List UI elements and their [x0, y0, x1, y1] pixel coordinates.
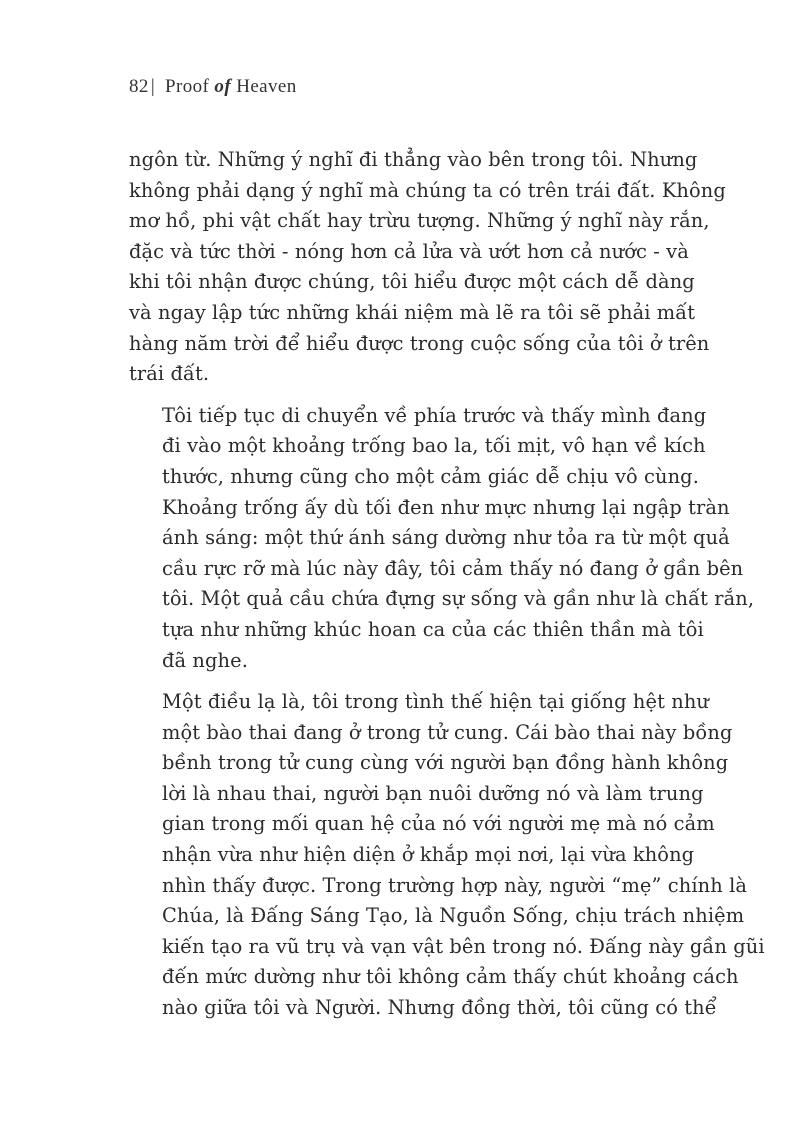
text-line: không phải dạng ý nghĩ mà chúng ta có trên trái đất. Không: [129, 178, 726, 202]
text-line: kiến tạo ra vũ trụ và vạn vật bên trong nó. Đấng này gần gũi: [162, 934, 765, 958]
text-line: hàng năm trời để hiểu được trong cuộc sống của tôi ở trên: [129, 331, 710, 355]
text-line: Một điều lạ là, tôi trong tình thế hiện tại giống hệt như: [162, 690, 709, 714]
paragraph-2: [129, 401, 755, 676]
text-line: trái đất.: [129, 362, 210, 386]
paragraph-1: [129, 145, 726, 390]
text-line: cầu rực rỡ mà lúc này đây, tôi cảm thấy nó đang ở gần bên: [162, 556, 744, 580]
text-line: đi vào một khoảng trống bao la, tối mịt, vô hạn về kích: [162, 434, 706, 458]
body-text: [129, 145, 765, 1024]
text-line: một bào thai đang ở trong tử cung. Cái bào thai này bồng: [162, 720, 733, 744]
text-line: đặc và tức thời - nóng hơn cả lửa và ướt hơn cả nước - và: [129, 239, 689, 263]
text-line: nào giữa tôi và Người. Nhưng đồng thời, tôi cũng có thể: [162, 996, 717, 1020]
text-line: gian trong mối quan hệ của nó với người mẹ mà nó cảm: [162, 812, 715, 836]
book-title-part-1: Proof: [165, 76, 210, 97]
text-line: Khoảng trống ấy dù tối đen như mực nhưng lại ngập tràn: [162, 495, 730, 519]
text-line: ngôn từ. Những ý nghĩ đi thẳng vào bên trong tôi. Nhưng: [129, 148, 698, 171]
text-line: lời là nhau thai, người bạn nuôi dưỡng nó và làm trung: [162, 781, 704, 805]
book-title-of: of: [214, 76, 232, 97]
text-line: đến mức dường như tôi không cảm thấy chút khoảng cách: [162, 965, 739, 989]
text-line: Chúa, là Đấng Sáng Tạo, là Nguồn Sống, chịu trách nhiệm: [162, 904, 745, 928]
text-line: bềnh trong tử cung cùng với người bạn đồng hành không: [162, 751, 729, 775]
header-separator: |: [150, 76, 156, 97]
text-line: ánh sáng: một thứ ánh sáng dường như tỏa ra từ một quả: [162, 526, 730, 550]
text-line: nhìn thấy được. Trong trường hợp này, người “mẹ” chính là: [162, 873, 748, 897]
text-line: và ngay lập tức những khái niệm mà lẽ ra tôi sẽ phải mất: [129, 300, 696, 324]
paragraph-3: [129, 687, 765, 1024]
text-line: khi tôi nhận được chúng, tôi hiểu được một cách dễ dàng: [129, 270, 695, 294]
running-header: [129, 76, 297, 98]
text-line: mơ hồ, phi vật chất hay trừu tượng. Những ý nghĩ này rắn,: [129, 209, 710, 233]
page-number: 82: [129, 76, 149, 97]
text-line: nhận vừa như hiện diện ở khắp mọi nơi, lại vừa không: [162, 843, 695, 867]
text-line: thước, nhưng cũng cho một cảm giác dễ chịu vô cùng.: [162, 464, 699, 488]
text-line: tựa như những khúc hoan ca của các thiên thần mà tôi: [162, 617, 704, 641]
text-line: tôi. Một quả cầu chứa đựng sự sống và gần như là chất rắn,: [162, 587, 755, 611]
book-title-part-2: Heaven: [236, 76, 297, 97]
text-line: đã nghe.: [162, 648, 248, 672]
text-line: Tôi tiếp tục di chuyển về phía trước và thấy mình đang: [162, 403, 707, 427]
